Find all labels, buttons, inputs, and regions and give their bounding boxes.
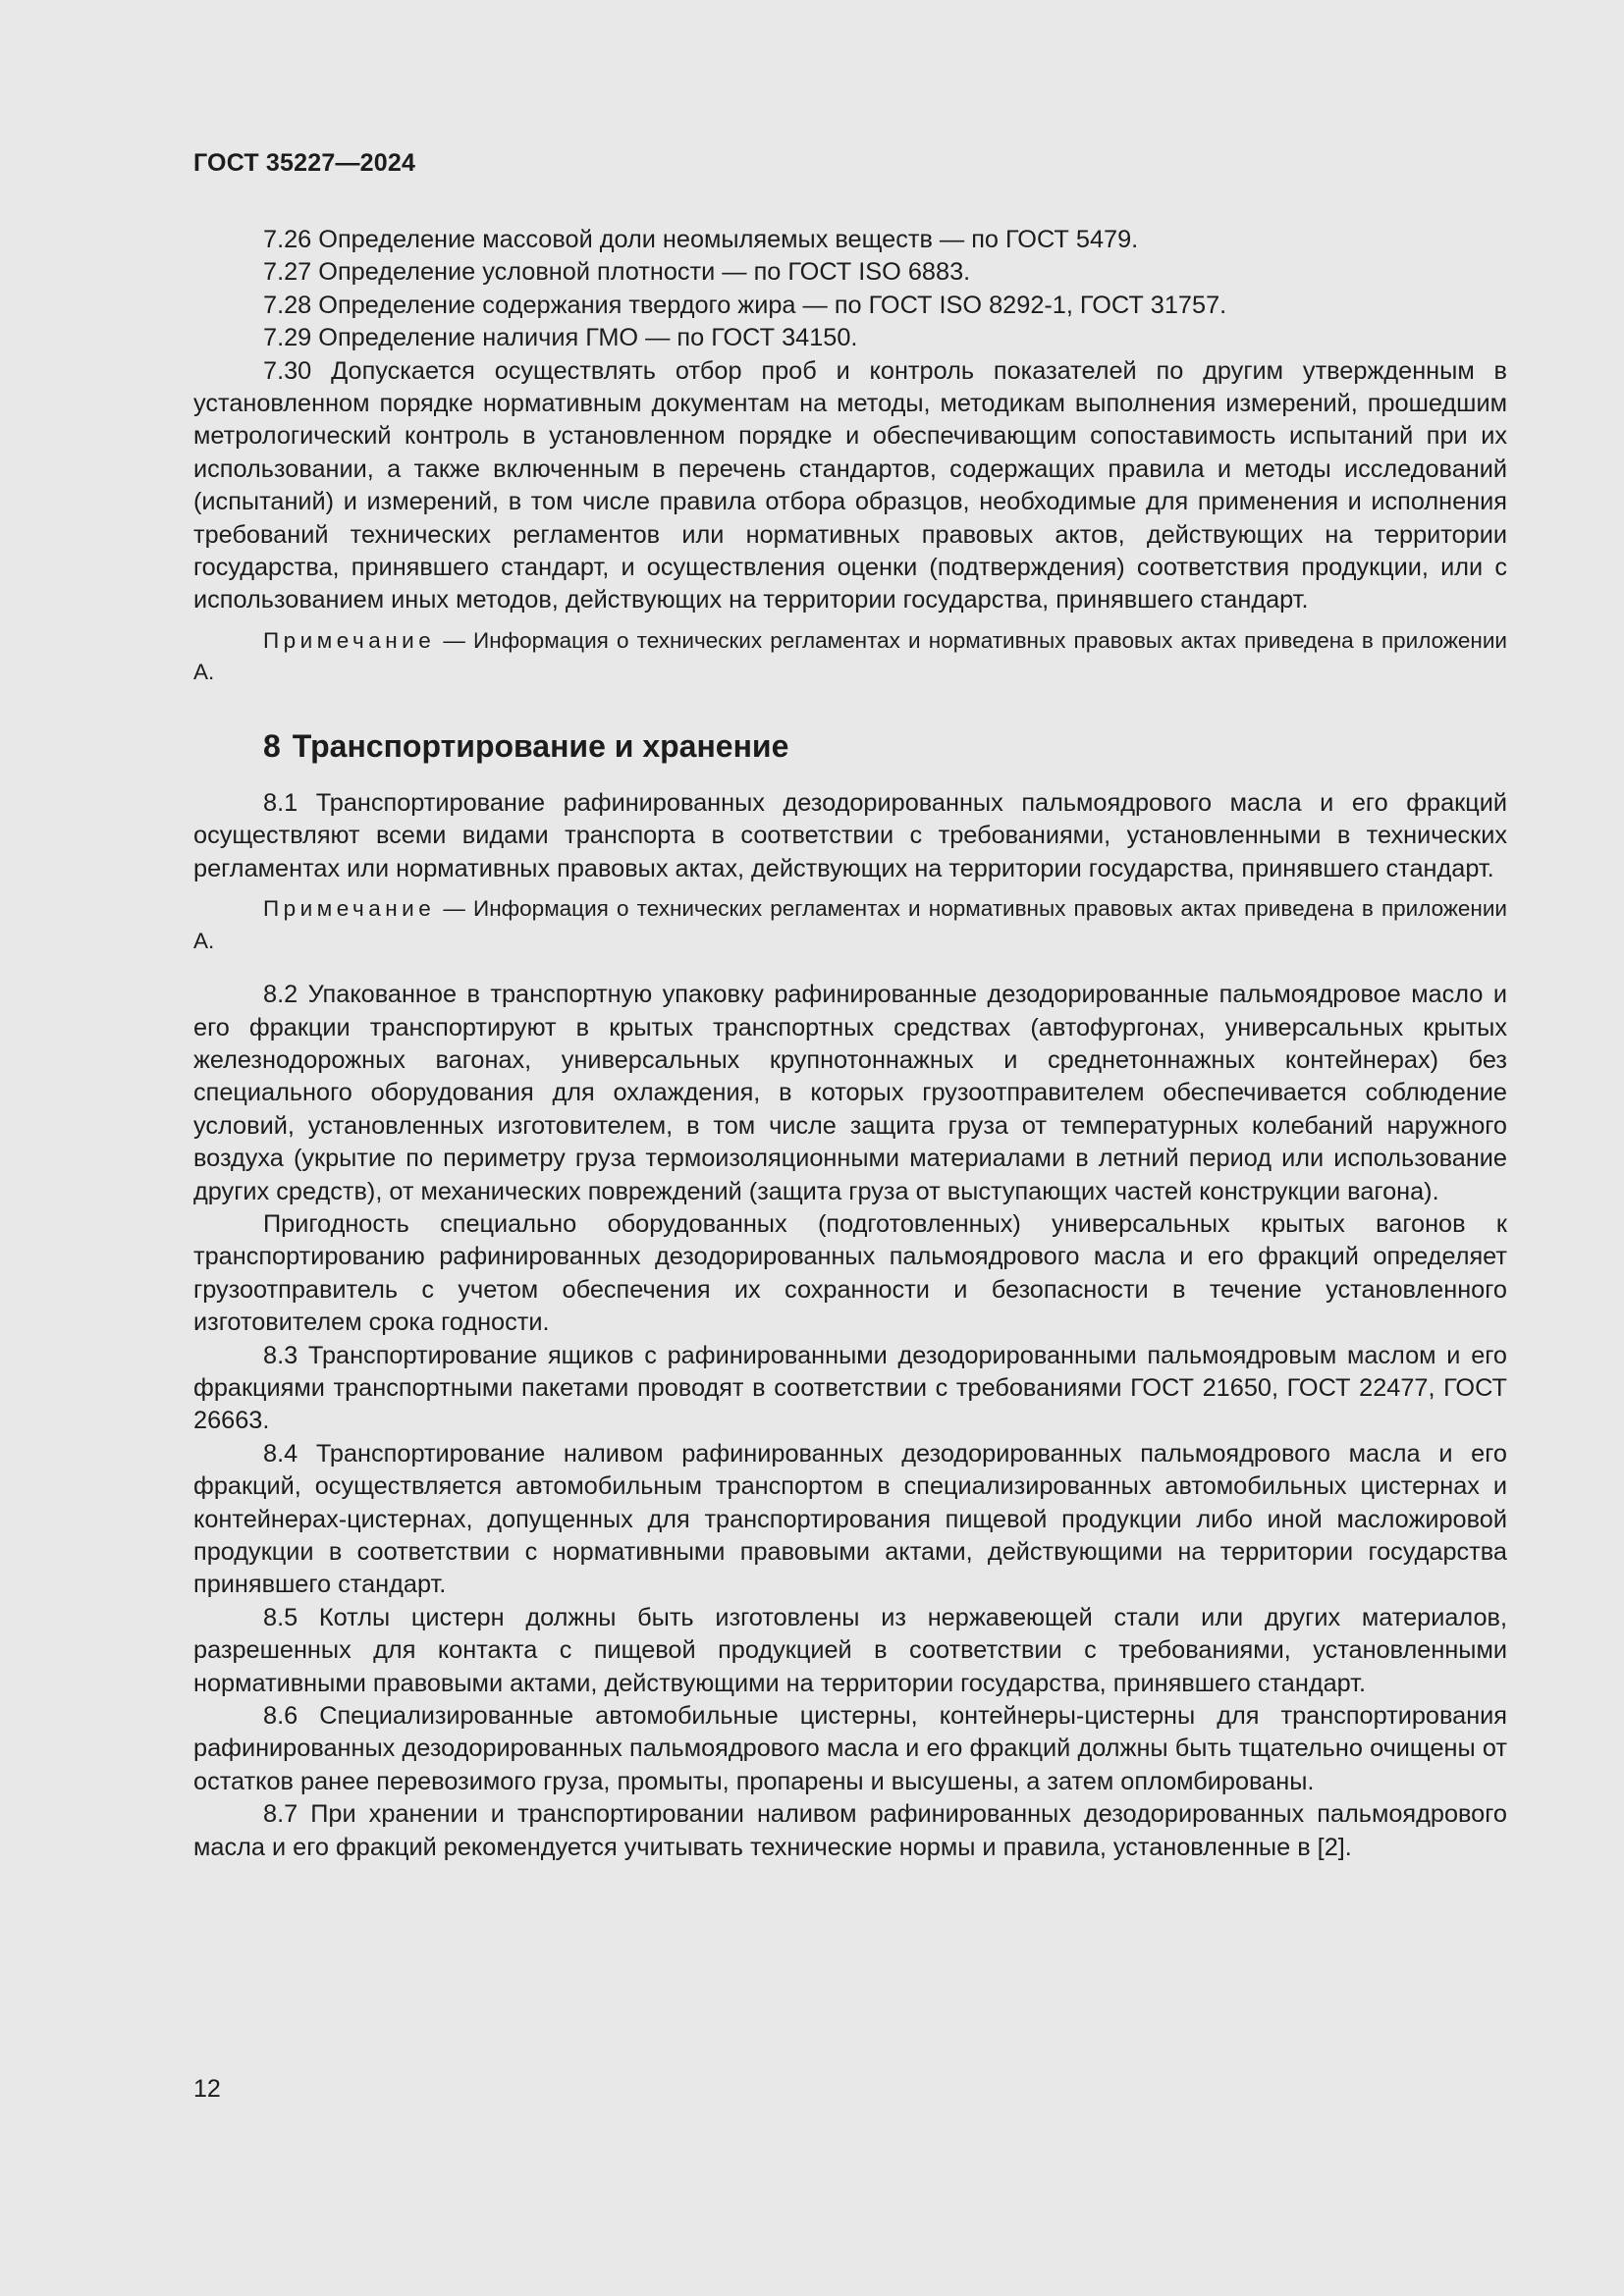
section-8-heading [263, 726, 1507, 766]
note-text: — Информация о технических регламентах и нормативных правовых актах приведена в приложении А. [193, 627, 1507, 685]
paragraph-7-28: 7.28 Определение содержания твердого жира — по ГОСТ ISO 8292-1, ГОСТ 31757. [263, 291, 1227, 319]
note-label: Примечание [263, 896, 436, 922]
section-8-title: Транспортирование и хранение [292, 727, 789, 764]
note-section-7 [193, 625, 1507, 689]
paragraph-8-6: 8.6 Специализированные автомобильные цистерны, контейнеры-цистерны для транспортирования рафинированных дезодорированных пальмоядрового масла и его фракций должны быть тщательно очищены от остатков ранее перевозимого груза, промыты, пропарены и высушены, а затем опломбированы. [193, 1702, 1507, 1795]
page-content [193, 224, 1507, 1864]
paragraph-7-26: 7.26 Определение массовой доли неомыляемых веществ — по ГОСТ 5479. [263, 226, 1139, 253]
section-8-number: 8 [263, 727, 281, 764]
paragraph-8-4: 8.4 Транспортирование наливом рафинированных дезодорированных пальмоядрового масла и его фракций, осуществляется автомобильным транспортом в специализированных автомобильных цистернах и контейнерах-цистернах, допущенных для транспортирования пищевой продукции либо иной масложировой продукции в соответствии с нормативными правовыми актами, действующими на территории государства принявшего стандарт. [193, 1439, 1507, 1599]
paragraph-7-27: 7.27 Определение условной плотности — по ГОСТ ISO 6883. [263, 258, 971, 287]
paragraph-8-1: 8.1 Транспортирование рафинированных дезодорированных пальмоядрового масла и его фракций осуществляют всеми видами транспорта в соответствии с требованиями, установленными в технических регламентах или нормативных правовых актах, действующих на территории государства, принявшего стандарт. [193, 788, 1507, 882]
paragraph-8-3: 8.3 Транспортирование ящиков с рафинированными дезодорированными пальмоядровым маслом и его фракциями транспортными пакетами проводят в соответствии с требованиями ГОСТ 21650, ГОСТ 22477, ГОСТ 26663. [193, 1341, 1507, 1435]
paragraph-7-29: 7.29 Определение наличия ГМО — по ГОСТ 34150. [263, 324, 858, 352]
document-code-header: ГОСТ 35227—2024 [193, 149, 416, 177]
note-label: Примечание [263, 627, 436, 653]
paragraph-7-30: 7.30 Допускается осуществлять отбор проб и контроль показателей по другим утвержденным в установленном порядке нормативным документам на методы, методикам выполнения измерений, прошедшим метрологический контроль в установленном порядке и обеспечивающим сопоставимость испытаний при их использовании, а также включенным в перечень стандартов, содержащих правила и методы исследований (испытаний) и измерений, в том числе правила отбора образцов, необходимые для применения и исполнения требований технических регламентов или нормативных правовых актов, действующих на территории государства, принявшего стандарт, и осуществления оценки (подтверждения) соответствия продукции, или с использованием иных методов, действующих на территории государства, принявшего стандарт. [193, 356, 1507, 614]
page-number: 12 [193, 2075, 221, 2103]
note-section-8 [193, 893, 1507, 957]
paragraph-8-7: 8.7 При хранении и транспортировании наливом рафинированных дезодорированных пальмоядрового масла и его фракций рекомендуется учитывать технические нормы и правила, установленные в [2]. [193, 1800, 1507, 1861]
note-text: — Информация о технических регламентах и нормативных правовых актах приведена в приложении А. [193, 896, 1507, 953]
paragraph-8-2: 8.2 Упакованное в транспортную упаковку рафинированные дезодорированные пальмоядровое масло и его фракции транспортируют в крытых транспортных средствах (автофургонах, универсальных крытых железнодорожных вагонах, универсальных крупнотоннажных и среднетоннажных контейнерах) без специального оборудования для охлаждения, в которых грузоотправителем обеспечивается соблюдение условий, установленных изготовителем, в том числе защита груза от температурных колебаний наружного воздуха (укрытие по периметру груза термоизоляционными материалами в летний период или использование других средств), от механических повреждений (защита груза от выступающих частей конструкции вагона). [193, 981, 1507, 1205]
paragraph-8-5: 8.5 Котлы цистерн должны быть изготовлены из нержавеющей стали или других материалов, разрешенных для контакта с пищевой продукцией в соответствии с требованиями, установленными нормативными правовыми актами, действующими на территории государства, принявшего стандарт. [193, 1603, 1507, 1697]
paragraph-8-2-continuation: Пригодность специально оборудованных (подготовленных) универсальных крытых вагонов к транспортированию рафинированных дезодорированных пальмоядрового масла и его фракций определяет грузоотправитель с учетом обеспечения их сохранности и безопасности в течение установленного изготовителем срока годности. [193, 1209, 1507, 1337]
